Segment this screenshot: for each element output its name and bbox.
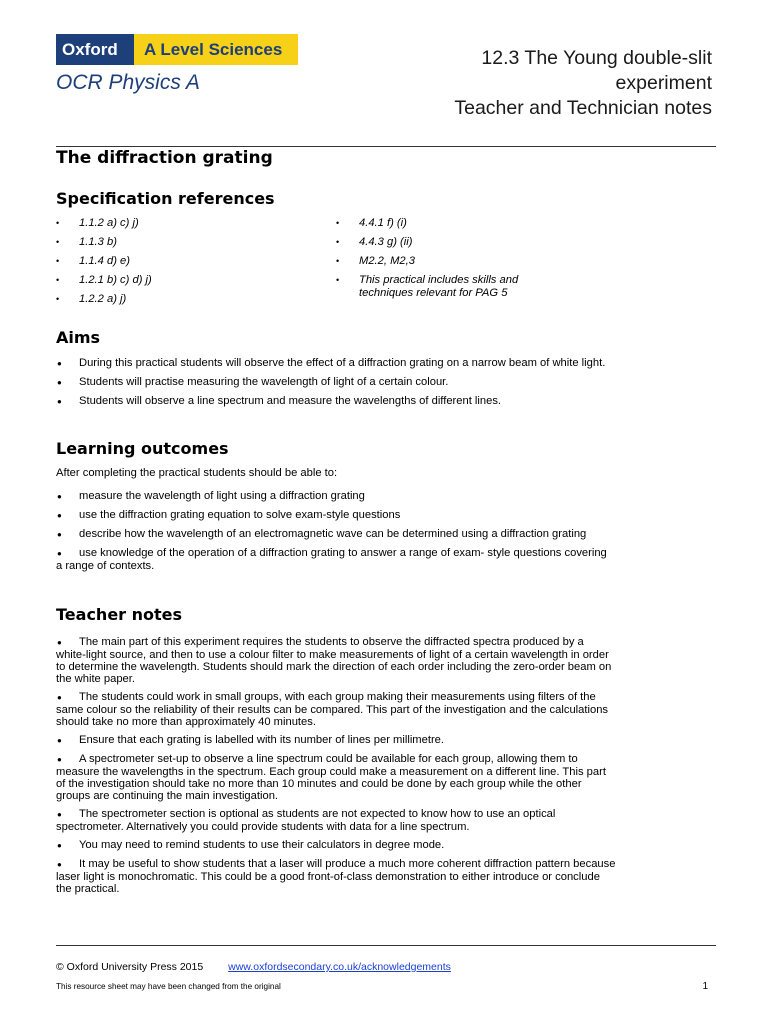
list-item: ● You may need to remind students to use their calculators in degree mode. xyxy=(57,839,445,851)
aims-list xyxy=(56,357,616,414)
logo-series: A Level Sciences xyxy=(134,34,298,65)
title-line: experiment xyxy=(615,72,712,94)
list-item: ● measure the wavelength of light using a diffraction grating xyxy=(57,490,365,502)
spec-list-left xyxy=(56,217,316,312)
oxford-logo xyxy=(56,34,298,65)
list-item: • 1.2.1 b) c) d) j) xyxy=(56,274,316,287)
list-item: ● During this practical students will observe the effect of a diffraction grating on a narrow beam of white light. xyxy=(57,357,606,369)
list-item: ● Students will practise measuring the wavelength of light of a certain colour. xyxy=(57,376,449,388)
title-line: 12.3 The Young double-slit xyxy=(481,47,712,69)
list-item: ● use knowledge of the operation of a diffraction grating to answer a range of exam- style questions covering a range of contexts. xyxy=(56,547,607,572)
list-item: • 1.2.2 a) j) xyxy=(56,293,316,306)
page-title: The diffraction grating xyxy=(56,148,273,168)
list-item: ● The students could work in small groups, with each group making their measurements using filters of the same colour so the reliability of their results can be compared. This part of the investigation and the calculations should take no more than approximately 40 minutes. xyxy=(56,691,609,728)
outcomes-intro: After completing the practical students should be able to: xyxy=(56,467,338,479)
copyright-text: © Oxford University Press 2015 xyxy=(56,961,204,973)
list-item: ● It may be useful to show students that a laser will produce a much more coherent diffraction pattern because laser light is monochromatic. This could be a good front-of-class demonstration to either introduce or conclude the practical. xyxy=(56,858,616,895)
subject-title: OCR Physics A xyxy=(56,71,200,94)
footer xyxy=(56,961,451,973)
footer-note: This resource sheet may have been changed from the original xyxy=(56,982,281,991)
outcomes-heading: Learning outcomes xyxy=(56,439,229,458)
list-item: • 4.4.1 f) (i) xyxy=(336,217,566,230)
list-item: • This practical includes skills and techniques relevant for PAG 5 xyxy=(336,274,566,300)
list-item: ● Students will observe a line spectrum and measure the wavelengths of different lines. xyxy=(57,395,502,407)
footer-divider xyxy=(56,945,716,946)
logo-brand: Oxford xyxy=(56,34,134,65)
list-item: • 4.4.3 g) (ii) xyxy=(336,236,566,249)
acknowledgements-link[interactable]: www.oxfordsecondary.co.uk/acknowledgements xyxy=(228,961,451,973)
list-item: ● The main part of this experiment requires the students to observe the diffracted spectra produced by a white-light source, and then to use a colour filter to make measurements of light of a certain wavelength in order to determine the wavelength. Students should mark the direction of each order including the zero-order beam on the white paper. xyxy=(56,636,612,685)
teacher-notes-heading: Teacher notes xyxy=(56,605,183,624)
spec-list-right xyxy=(336,217,566,306)
page-number: 1 xyxy=(702,981,708,992)
list-item: • 1.1.2 a) c) j) xyxy=(56,217,316,230)
spec-heading: Specification references xyxy=(56,189,275,208)
list-item: ● describe how the wavelength of an electromagnetic wave can be determined using a diffraction grating xyxy=(57,528,587,540)
aims-heading: Aims xyxy=(56,328,101,347)
document-title xyxy=(454,46,712,121)
list-item: ● Ensure that each grating is labelled with its number of lines per millimetre. xyxy=(57,734,445,746)
list-item: ● The spectrometer section is optional as students are not expected to know how to use an optical spectrometer. Alternatively you could provide students with data for a line spectrum. xyxy=(56,808,556,833)
outcomes-list xyxy=(56,490,616,578)
list-item: ● use the diffraction grating equation to solve exam-style questions xyxy=(57,509,401,521)
teacher-notes-list xyxy=(56,636,616,901)
title-line: Teacher and Technician notes xyxy=(454,97,712,119)
list-item: • 1.1.3 b) xyxy=(56,236,316,249)
list-item: ● A spectrometer set-up to observe a line spectrum could be available for each group, allowing them to measure the wavelengths in the spectrum. Each group could make a measurement on a different line. This part of the investigation should take no more than 10 minutes and could be done by each group while the other groups are continuing the main investigation. xyxy=(56,753,606,802)
list-item: • 1.1.4 d) e) xyxy=(56,255,316,268)
list-item: • M2.2, M2,3 xyxy=(336,255,566,268)
header-divider xyxy=(56,146,716,147)
